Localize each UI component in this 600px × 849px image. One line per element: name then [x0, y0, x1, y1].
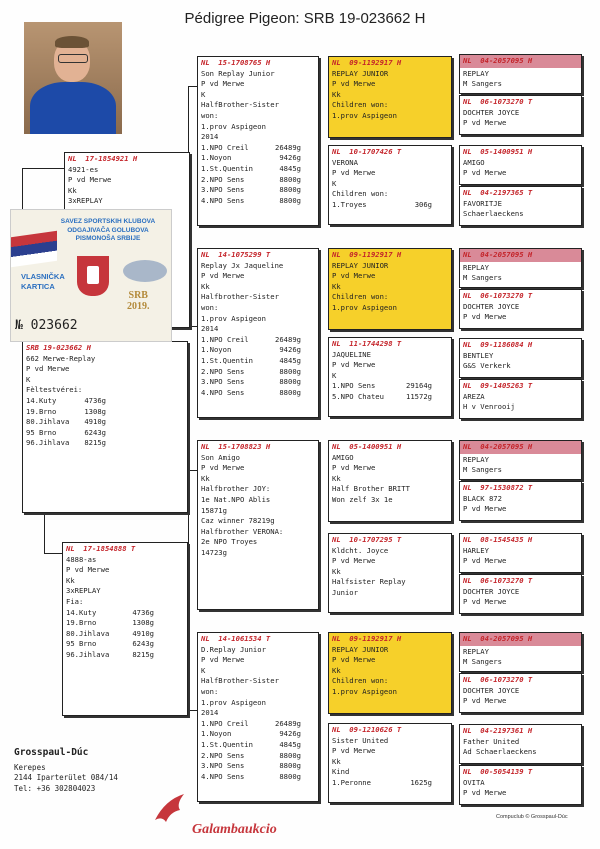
pedigree-box: NL 09-1405263 T AREZA H v Venrooij [459, 379, 582, 419]
owner-name: Grosspaul-Dúc [14, 747, 89, 758]
pedigree-box: NL 09-1192917 H REPLAY JUNIOR P vd Merwe Kk Children won: 1.prov Aspigeon [328, 632, 452, 714]
pedigree-box: NL 97-1530872 T BLACK 872 P vd Merwe [459, 481, 582, 521]
ring-number: NL 04-2057095 H [460, 249, 581, 262]
ring-number: NL 06-1073270 T [463, 576, 533, 585]
owner-photo [24, 22, 122, 134]
ring-number: NL 09-1192917 H [332, 250, 402, 259]
pedigree-box: NL 08-1545435 H HARLEY P vd Merwe [459, 533, 582, 573]
ring-number: SRB 19-023662 H [26, 343, 91, 352]
ring-number: NL 17-1854888 T [66, 544, 136, 553]
ring-number: NL 09-1405263 T [463, 381, 533, 390]
pedigree-box: NL 06-1073270 T DOCHTER JOYCE P vd Merwe [459, 574, 582, 614]
owner-info: Grosspaul-Dúc Kerepes 2144 Iparterület 084/14 Tel: +36 302804023 [14, 747, 118, 793]
pedigree-box: NL 09-1210626 T Sister United P vd Merwe Kk Kind 1.Peronne 1625g [328, 723, 452, 803]
pedigree-box: NL 10-1707295 T Kldcht. Joyce P vd Merwe Kk Halfsister Replay Junior [328, 533, 452, 613]
pedigree-box: NL 14-1075299 T Replay Jx Jaqueline P vd Merwe Kk Halfbrother-Sister won: 1.prov Aspigeon 2014 1.NPO Creil 26489g 1.Noyon 9426g 1.St.Quentin 4845g 2.NPO Sens 8800g 3.NPO Sens 8800g 4.NPO Sens 8800g [197, 248, 319, 418]
coat-of-arms-icon [77, 256, 109, 296]
pedigree-box: NL 10-1707426 T VERONA P vd Merwe K Children won: 1.Troyes 306g [328, 145, 452, 225]
card-number: № 023662 [15, 318, 78, 333]
connector [188, 470, 197, 471]
pedigree-box: NL 06-1073270 T DOCHTER JOYCE P vd Merwe [459, 673, 582, 713]
credit-text: Compuclub © Grosspaul-Dúc [496, 814, 568, 820]
pedigree-box: NL 04-2057095 H REPLAY M Sangers [459, 248, 582, 288]
card-header: SAVEZ SPORTSKIH KLUBOVA ODGAJIVAČA GOLUBOVA PISMONOŠA SRBIJE [60, 218, 156, 242]
flag-icon [11, 231, 57, 267]
connector [44, 513, 45, 553]
pedigree-box: NL 05-1400951 H AMIGO P vd Merwe Kk Half Brother BRITT Won zelf 3x 1e [328, 440, 452, 522]
ring-number: NL 04-2197361 H [463, 726, 533, 735]
pedigree-box: NL 05-1400951 H AMIGO P vd Merwe [459, 145, 582, 185]
ring-number: NL 06-1073270 T [463, 97, 533, 106]
ring-number: NL 15-1708823 H [201, 442, 271, 451]
pigeon-logo-icon [123, 260, 167, 282]
pedigree-box: NL 04-2057095 H REPLAY M Sangers [459, 54, 582, 94]
dove-logo-icon [150, 790, 190, 830]
ring-number: NL 97-1530872 T [463, 483, 533, 492]
ring-number: NL 04-2057095 H [460, 441, 581, 454]
connector [188, 470, 189, 710]
brand-name: Galambaukcio [192, 822, 277, 837]
ring-number: NL 14-1061534 T [201, 634, 271, 643]
pedigree-box: NL 11-1744298 T JAQUELINE P vd Merwe K 1.NPO Sens 29164g 5.NPO Chateu 11572g [328, 337, 452, 417]
ring-number: NL 09-1192917 H [332, 58, 402, 67]
pedigree-box: NL 06-1073270 T DOCHTER JOYCE P vd Merwe [459, 95, 582, 135]
pedigree-box: NL 09-1192917 H REPLAY JUNIOR P vd Merwe Kk Children won: 1.prov Aspigeon [328, 248, 452, 330]
pedigree-box: NL 04-2197365 T FAVORITJE Schaerlaeckens [459, 186, 582, 226]
ring-number: NL 10-1707295 T [332, 535, 402, 544]
ring-number: NL 09-1210626 T [332, 725, 402, 734]
ring-number: NL 09-1192917 H [332, 634, 402, 643]
pedigree-box: NL 04-2057095 H REPLAY M Sangers [459, 440, 582, 480]
pedigree-box: NL 15-1708823 H Son Amigo P vd Merwe Kk Halfbrother JOY: 1e Nat.NPO Ablis 15871g Caz winner 78219g Halfbrother VERONA: 2e NPO Troyes 14723g [197, 440, 319, 610]
ring-number: NL 04-2057095 H [460, 55, 581, 68]
ring-number: NL 06-1073270 T [463, 291, 533, 300]
ring-number: NL 04-2197365 T [463, 188, 533, 197]
pedigree-box: NL 09-1192917 H REPLAY JUNIOR P vd Merwe Kk Children won: 1.prov Aspigeon [328, 56, 452, 138]
ring-number: NL 14-1075299 T [201, 250, 271, 259]
ring-number: NL 05-1400951 H [332, 442, 402, 451]
ring-number: NL 10-1707426 T [332, 147, 402, 156]
ring-number: NL 00-5054139 T [463, 767, 533, 776]
ring-number: NL 06-1073270 T [463, 675, 533, 684]
ring-number: NL 08-1545435 H [463, 535, 533, 544]
pedigree-box: NL 00-5054139 T OVITA P vd Merwe [459, 765, 582, 805]
ring-number: NL 11-1744298 T [332, 339, 402, 348]
subject-pigeon: SRB 19-023662 H 662 Merwe-Replay P vd Merwe K Fèltestvérei: 14.Kuty 4736g 19.Brno 1308g 80.Jihlava 4910g 95 Brno 6243g 96.Jihlava 8215g [22, 341, 188, 513]
pedigree-box: NL 09-1186084 H BENTLEY G&S Verkerk [459, 338, 582, 378]
connector [188, 710, 197, 711]
connector [188, 86, 197, 87]
dam-pigeon: NL 17-1854888 T 4888-as P vd Merwe Kk 3xREPLAY Fia: 14.Kuty 4736g 19.Brno 1308g 80.Jihlava 4910g 95 Brno 6243g 96.Jihlava 8215g [62, 542, 188, 716]
pedigree-box: NL 15-1708765 H Son Replay Junior P vd Merwe K HalfBrother-Sister won: 1.prov Aspigeon 2014 1.NPO Creil 26489g 1.Noyon 9426g 1.St.Quentin 4845g 2.NPO Sens 8800g 3.NPO Sens 8800g 4.NPO Sens 8800g [197, 56, 319, 226]
ring-number: NL 04-2057095 H [460, 633, 581, 646]
pedigree-box: NL 04-2197361 H Father United Ad Schaerlaeckens [459, 724, 582, 764]
connector [22, 168, 66, 169]
ring-number: NL 17-1854921 H [68, 154, 138, 163]
sire-pigeon: NL 17-1854921 H 4921-es P vd Merwe Kk 3xREPLAY [64, 152, 190, 328]
ring-number: NL 05-1400951 H [463, 147, 533, 156]
ring-number: NL 09-1186084 H [463, 340, 533, 349]
pedigree-box: NL 06-1073270 T DOCHTER JOYCE P vd Merwe [459, 289, 582, 329]
pedigree-box: NL 14-1061534 T D.Replay Junior P vd Merwe K HalfBrother-Sister won: 1.prov Aspigeon 2014 1.NPO Creil 26489g 1.Noyon 9426g 1.St.Quentin 4845g 2.NPO Sens 8800g 3.NPO Sens 8800g 4.NPO Sens 8800g [197, 632, 319, 802]
connector [44, 553, 64, 554]
pedigree-box: NL 04-2057095 H REPLAY M Sangers [459, 632, 582, 672]
page-title: Pédigree Pigeon: SRB 19-023662 H [184, 10, 426, 27]
ownership-card: SAVEZ SPORTSKIH KLUBOVA ODGAJIVAČA GOLUBOVA PISMONOŠA SRBIJE VLASNIČKA KARTICA SRB 2019. № 023662 [10, 209, 172, 342]
ring-number: NL 15-1708765 H [201, 58, 271, 67]
